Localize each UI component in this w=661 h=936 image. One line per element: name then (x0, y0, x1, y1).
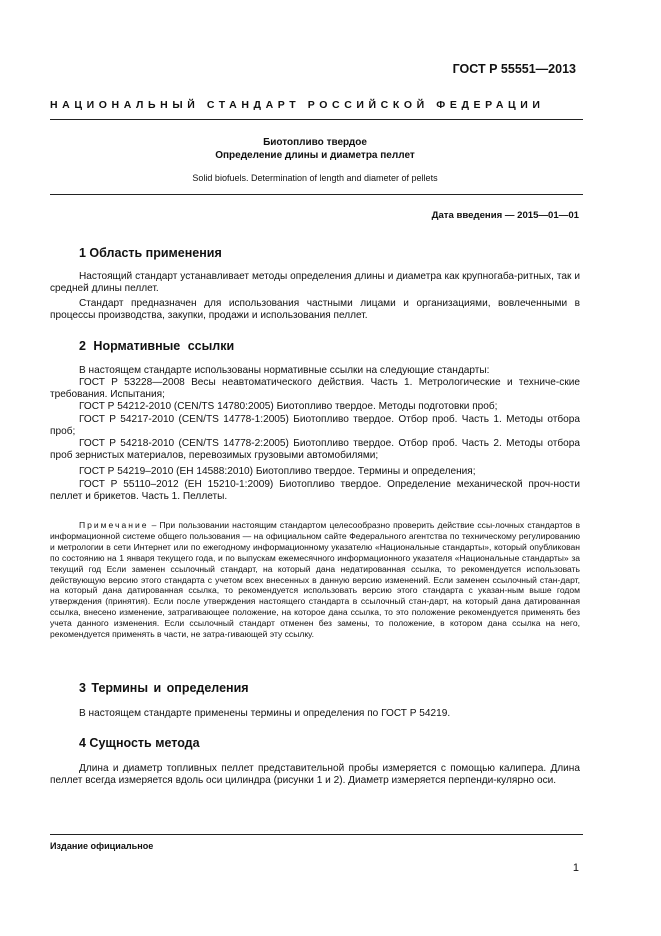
normative-note (50, 520, 580, 640)
title-line-2: Определение длины и диаметра пеллет (215, 150, 415, 161)
section-1-paragraph-1: Настоящий стандарт устанавливает методы определения длины и диаметра как крупногаба-ритных, так и средней длины пеллет. (50, 271, 580, 294)
reference-item: ГОСТ Р 54212-2010 (CEN/TS 14780:2005) Биотопливо твердое. Методы подготовки проб; (79, 401, 498, 412)
section-3-paragraph-1: В настоящем стандарте применены термины и определения по ГОСТ Р 54219. (79, 708, 451, 719)
section-2-heading: 2 Нормативные ссылки (79, 339, 235, 353)
footer-divider (50, 834, 583, 835)
title-line-1: Биотопливо твердое (263, 137, 367, 148)
section-4-paragraph-1: Длина и диаметр топливных пеллет представительной пробы измеряется с помощью калипера. Длина пеллет всегда измеряется вдоль оси цилиндра (рисунки 1 и 2). Диаметр измеряется перпенди-кулярно оси. (50, 763, 580, 786)
section-2-intro: В настоящем стандарте использованы нормативные ссылки на следующие стандарты: (79, 365, 490, 376)
section-1-heading: 1 Область применения (79, 246, 222, 260)
title-english: Solid biofuels. Determination of length and diameter of pellets (192, 173, 438, 183)
doc-number: ГОСТ Р 55551—2013 (452, 62, 576, 76)
introduction-date: Дата введения — 2015—01—01 (431, 210, 579, 221)
note-label: Примечание (79, 520, 149, 530)
note-text: – При пользовании настоящим стандартом целесообразно проверить действие ссы-лочных стандартов в информационной системе общего пользования — на официальном сайте Федерального агентства по техническому регулированию и метрологии в сети Интернет или по ежегодному информационному указателю «Национальные стандарты», который опубликован по состоянию на 1 января текущего года, и по выпускам ежемесячного информационного указателя «Национальные стандарты» за текущий год Если заменен ссылочный стандарт, на который дана недатированная ссылка, то рекомендуется использовать действующую версию этого стандарта с учетом всех внесенных в данную версию изменений. Если заменен ссылочный стан-дарт, на который дана датированная ссылка, то рекомендуется использовать версию этого стандарта с указан-ным выше годом утверждения (принятия). Если после утверждения настоящего стандарта в ссылочный стан-дарт, на который дана датированная ссылка, внесено изменение, затрагивающее положение, на которое дана ссылка, то это положение рекомендуется применять без учета данного изменения. Если ссылочный стандарт отменен без замены, то положение, в котором дана ссылка на него, рекомендуется применять в части, не затра-гивающей эту ссылку. (50, 520, 580, 640)
national-standard-banner: НАЦИОНАЛЬНЫЙ СТАНДАРТ РОССИЙСКОЙ ФЕДЕРАЦИИ (50, 99, 545, 111)
reference-item: ГОСТ Р 54219–2010 (ЕН 14588:2010) Биотопливо твердое. Термины и определения; (79, 466, 476, 477)
reference-item: ГОСТ Р 53228—2008 Весы неавтоматического действия. Часть 1. Метрологические и техниче-ские требования. Испытания; (50, 377, 580, 400)
reference-item: ГОСТ Р 55110–2012 (ЕН 15210-1:2009) Биотопливо твердое. Определение механической проч-ности пеллет и брикетов. Часть 1. Пеллеты. (50, 479, 580, 502)
section-1-paragraph-2: Стандарт предназначен для использования частными лицами и организациями, вовлеченными в процессы производства, закупки, продажи и использования пеллет. (50, 298, 580, 321)
title-divider (50, 194, 583, 195)
top-divider (50, 119, 583, 120)
page-number: 1 (572, 862, 579, 874)
section-3-heading: 3 Термины и определения (79, 681, 249, 695)
section-4-heading: 4 Сущность метода (79, 736, 200, 750)
edition-label: Издание официальное (50, 841, 154, 851)
reference-item: ГОСТ Р 54218-2010 (CEN/TS 14778-2:2005) Биотопливо твердое. Отбор проб. Часть 2. Методы отбора проб зернистых материалов, перевозимых грузовыми автомобилями; (50, 438, 580, 461)
reference-item: ГОСТ Р 54217-2010 (CEN/TS 14778-1:2005) Биотопливо твердое. Отбор проб. Часть 1. Методы отбора проб; (50, 414, 580, 437)
